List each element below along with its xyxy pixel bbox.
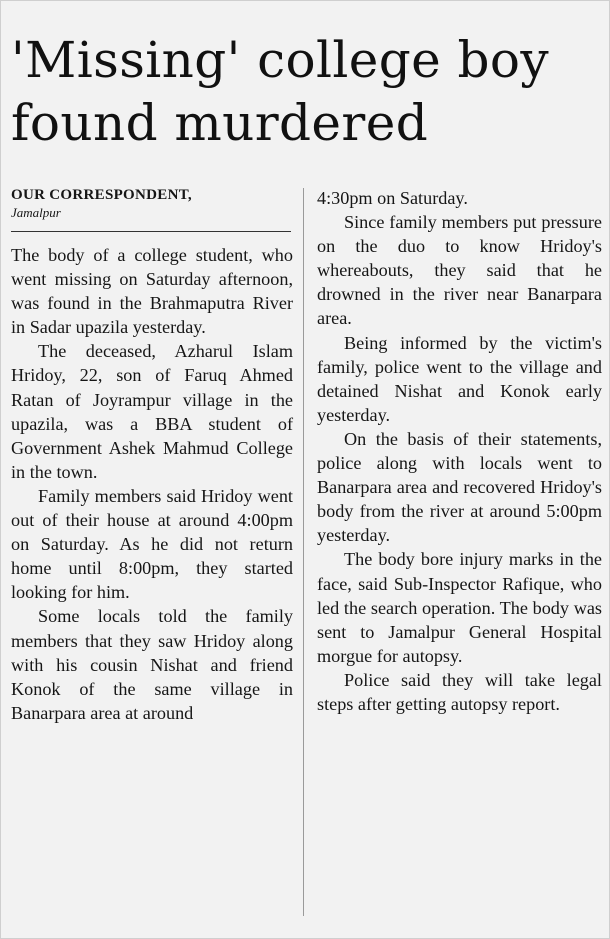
- paragraph: Being informed by the victim's family, police went to the village and detained Nishat and Konok early yesterday.: [317, 332, 602, 425]
- paragraph: The body of a college student, who went missing on Saturday afternoon, was found in the Brahmaputra River in Sadar upazila yesterday.: [11, 245, 293, 338]
- headline: [11, 29, 606, 155]
- paragraph: Since family members put pressure on the duo to know Hridoy's whereabouts, they said that he drowned in the river near Banarpara area.: [317, 212, 602, 329]
- column-divider: [303, 188, 304, 916]
- paragraph: On the basis of their statements, police along with locals went to Banarpara area and recovered Hridoy's body from the river at around 5:00pm yesterday.: [317, 428, 602, 546]
- headline-line-1: 'Missing' college boy: [11, 31, 550, 89]
- paragraph: Some locals told the family members that they saw Hridoy along with his cousin Nishat and friend Konok of the same village in Banarpara area at around: [11, 606, 293, 723]
- byline-rule: [11, 231, 291, 232]
- paragraph: Police said they will take legal steps after getting autopsy report.: [317, 669, 602, 714]
- byline: OUR CORRESPONDENT,: [11, 187, 192, 203]
- column-right: [317, 186, 602, 716]
- paragraph-continued: 4:30pm on Saturday.: [317, 188, 468, 208]
- headline-line-2: found murdered: [11, 94, 429, 152]
- paragraph: The deceased, Azharul Islam Hridoy, 22, son of Faruq Ahmed Ratan of Joyrampur village in the upazila, was a BBA student of Government Ashek Mahmud College in the town.: [11, 341, 293, 482]
- paragraph: The body bore injury marks in the face, said Sub-Inspector Rafique, who led the search operation. The body was sent to Jamalpur General Hospital morgue for autopsy.: [317, 549, 602, 666]
- paragraph: Family members said Hridoy went out of their house at around 4:00pm on Saturday. As he did not return home until 8:00pm, they started looking for him.: [11, 485, 293, 603]
- dateline: Jamalpur: [11, 205, 61, 220]
- column-left: [11, 186, 293, 725]
